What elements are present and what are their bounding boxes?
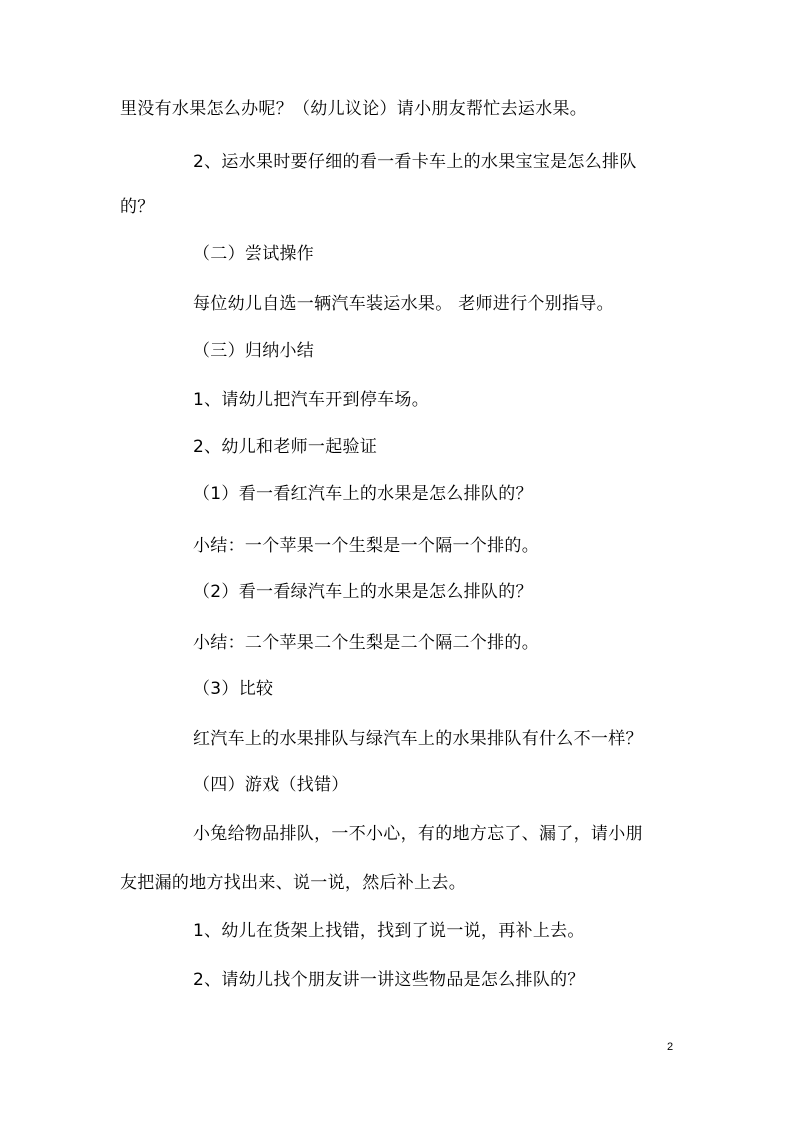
section-heading-2: （二）尝试操作	[193, 244, 315, 264]
text-line-10: 小结：一个苹果一个生梨是一个隔一个排的。	[193, 536, 539, 556]
text-line-17: 友把漏的地方找出来、说一说，然后补上去。	[120, 873, 466, 893]
text-line-18: 1、幼儿在货架上找错，找到了说一说，再补上去。	[193, 921, 585, 941]
text-line-9: （1）看一看红汽车上的水果是怎么排队的？	[193, 484, 533, 504]
text-line-8: 2、幼儿和老师一起验证	[193, 437, 378, 457]
text-line-14: 红汽车上的水果排队与绿汽车上的水果排队有什么不一样？	[193, 729, 643, 749]
text-line-19: 2、请幼儿找个朋友讲一讲这些物品是怎么排队的？	[193, 970, 585, 990]
section-heading-3: （三）归纳小结	[193, 341, 315, 361]
text-line-13: （3）比较	[193, 679, 274, 699]
text-line-2: 2、运水果时要仔细的看一看卡车上的水果宝宝是怎么排队	[193, 152, 637, 172]
text-line-3: 的？	[120, 197, 155, 217]
page-number: 2	[667, 1041, 674, 1053]
section-heading-4: （四）游戏（找错）	[193, 775, 349, 795]
text-line-16: 小兔给物品排队，一不小心，有的地方忘了、漏了，请小朋	[193, 824, 643, 844]
text-line-11: （2）看一看绿汽车上的水果是怎么排队的？	[193, 582, 533, 602]
text-line-12: 小结：二个苹果二个生梨是二个隔二个排的。	[193, 633, 539, 653]
text-line-1: 里没有水果怎么办呢？（幼儿议论）请小朋友帮忙去运水果。	[120, 99, 588, 119]
text-line-5: 每位幼儿自选一辆汽车装运水果。 老师进行个别指导。	[193, 294, 614, 314]
text-line-7: 1、请幼儿把汽车开到停车场。	[193, 390, 430, 410]
